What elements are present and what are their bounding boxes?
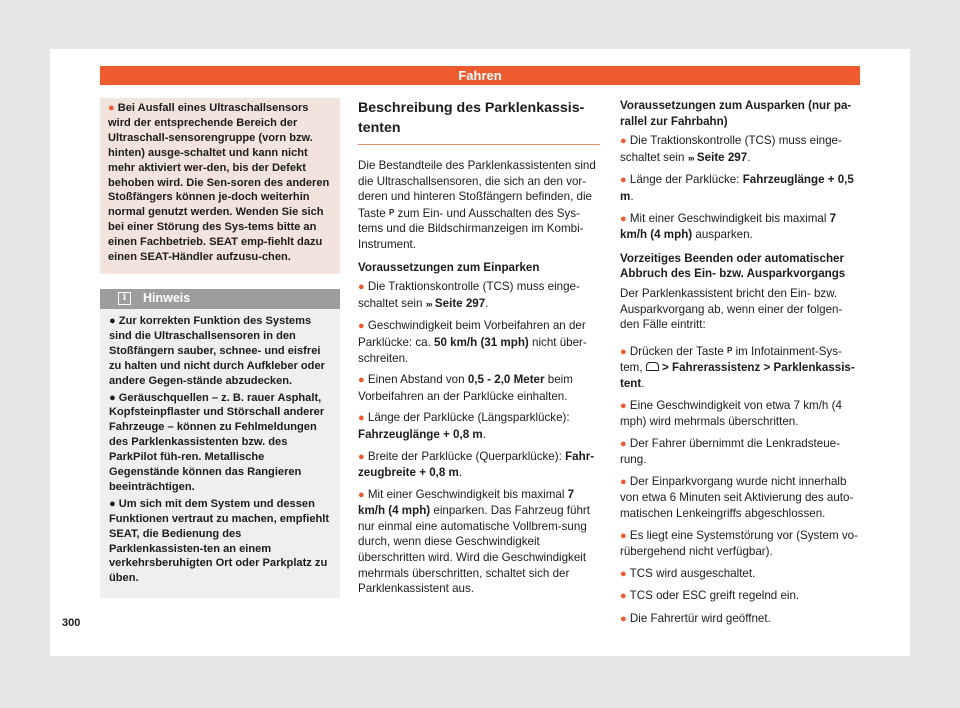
- list-item: ● Breite der Parklücke (Querparklücke): Fahr-zeugbreite + 0,8 m.: [358, 449, 595, 480]
- warning-text: Bei Ausfall eines Ultraschallsensors wird der entsprechende Bereich der Ultraschall-sensorengruppe (vorn bzw. hinten) ausge-schaltet und kann nicht mehr aktiviert wer-den, bis der Defekt behoben wird. Die Sen-soren des anderen Stoßfängers können je-doch weiterhin normal genutzt werden. Wenden Sie sich bei einer Störung des Sys-tems bitte an einen Fachbetrieb. SEAT emp-fiehlt dazu einen SEAT-Händler aufzusu-chen.: [108, 102, 330, 264]
- page-reference: Seite 297: [434, 296, 486, 310]
- list-item: ● Länge der Parklücke: Fahrzeuglänge + 0,5 m.: [620, 173, 854, 203]
- list-item: ● Die Traktionskontrolle (TCS) muss einge-schaltet sein ››› Seite 297.: [358, 280, 580, 310]
- left-column: [100, 98, 340, 598]
- list-item: ● Der Einparkvorgang wurde nicht innerhalb von etwa 6 Minuten seit Aktivierung des auto-matischen Lenkeingriffs abgeschlossen.: [620, 474, 854, 521]
- note-header: [100, 289, 340, 309]
- list-item: ● Die Fahrertür wird geöffnet.: [620, 612, 771, 626]
- info-icon: i: [118, 292, 131, 305]
- list-item: ● Drücken der Taste P im Infotainment-Sys-tem, > Fahrerassistenz > Parklenkassis-tent.: [620, 344, 855, 390]
- list-item: ● Mit einer Geschwindigkeit bis maximal 7 km/h (4 mph) einparken. Das Fahrzeug führt nur einmal eine automatische Vollbrem-sung durch, wenn diese Geschwindigkeit überschritten wird. Wird die Geschwindigkeit mehrmals überschritten, schaltet sich der Parklenkassistent aus.: [358, 487, 590, 596]
- note-item: ● Zur korrekten Funktion des Systems sind die Ultraschallsensoren in den Stoßfängern sauber, schnee- und eisfrei zu halten und nicht durch Aufkleber oder andere Gegen-stände abzudecken.: [109, 314, 325, 387]
- note-item: ● Um sich mit dem System und dessen Funktionen vertraut zu machen, empfiehlt SEAT, die Bedienung des Parklenkassisten-ten an einem verkehrsberuhigten Ort oder Parkplatz zu üben.: [109, 497, 330, 585]
- bullet-dot-icon: ●: [108, 102, 115, 114]
- list-item: ● TCS oder ESC greift regelnd ein.: [620, 589, 800, 603]
- list-item: ● Einen Abstand von 0,5 - 2,0 Meter beim Vorbeifahren an der Parklücke einhalten.: [358, 373, 573, 403]
- list-item: ● Mit einer Geschwindigkeit bis maximal 7 km/h (4 mph) ausparken.: [620, 211, 837, 242]
- middle-column: [358, 98, 600, 603]
- list-item: ● Geschwindigkeit beim Vorbeifahren an der Parklücke: ca. 50 km/h (31 mph) nicht über-schreiten.: [358, 319, 587, 365]
- parkpilot-button-icon: P: [388, 207, 395, 217]
- list-item: ● Es liegt eine Systemstörung vor (System vo-rübergehend nicht verfügbar).: [620, 528, 858, 559]
- page-number: 300: [62, 617, 81, 629]
- einparken-heading: Voraussetzungen zum Einparken: [358, 260, 540, 274]
- abbruch-intro: Der Parklenkassistent bricht den Ein- bzw. Ausparkvorgang ab, wenn einer der folgen-den Fälle eintritt:: [620, 286, 843, 332]
- list-item: ● TCS wird ausgeschaltet.: [620, 566, 756, 580]
- note-body: [100, 309, 340, 598]
- car-icon: [646, 362, 659, 371]
- abbruch-heading: Vorzeitiges Beenden oder automatischer Abbruch des Ein- bzw. Ausparkvorgangs: [620, 251, 846, 281]
- parkpilot-button-icon: P: [727, 345, 733, 355]
- list-item: ● Eine Geschwindigkeit von etwa 7 km/h (4 mph) wird mehrmals überschritten.: [620, 398, 842, 429]
- note-item: ● Geräuschquellen – z. B. rauer Asphalt, Kopfsteinpflaster und Störschall anderer Fahrzeuge – können zu Fehlmeldungen des Parklenkassistenten bzw. des ParkPilot füh-ren. Metallische Gegenstände können das Rangieren beeinträchtigen.: [109, 391, 325, 493]
- reference-arrows-icon: ›››: [687, 152, 694, 163]
- list-item: ● Der Fahrer übernimmt die Lenkradsteue-rung.: [620, 436, 840, 467]
- right-column: [620, 98, 860, 634]
- intro-paragraph: Die Bestandteile des Parklenkassistenten sind die Ultraschallsensoren, die sich an den vor-deren und hinteren Stoßfängern befinden, die Taste P zum Ein- und Ausschalten des Sys-tems und die Bildschirmanzeigen im Kombi-Instrument.: [358, 159, 596, 251]
- page-reference: Seite 297: [696, 150, 748, 164]
- warning-box: [100, 98, 340, 274]
- ausparken-heading: Voraussetzungen zum Ausparken (nur pa-rallel zur Fahrbahn): [620, 99, 852, 128]
- reference-arrows-icon: ›››: [425, 298, 432, 309]
- list-item: ● Die Traktionskontrolle (TCS) muss einge-schaltet sein ››› Seite 297.: [620, 134, 842, 164]
- list-item: ● Länge der Parklücke (Längsparklücke): Fahrzeuglänge + 0,8 m.: [358, 411, 570, 441]
- bullet-dot-icon: ●: [358, 281, 365, 294]
- section-title: Beschreibung des Parklenkassis-tenten: [358, 98, 600, 145]
- chapter-header: Fahren: [100, 66, 860, 85]
- note-title: Hinweis: [143, 291, 191, 306]
